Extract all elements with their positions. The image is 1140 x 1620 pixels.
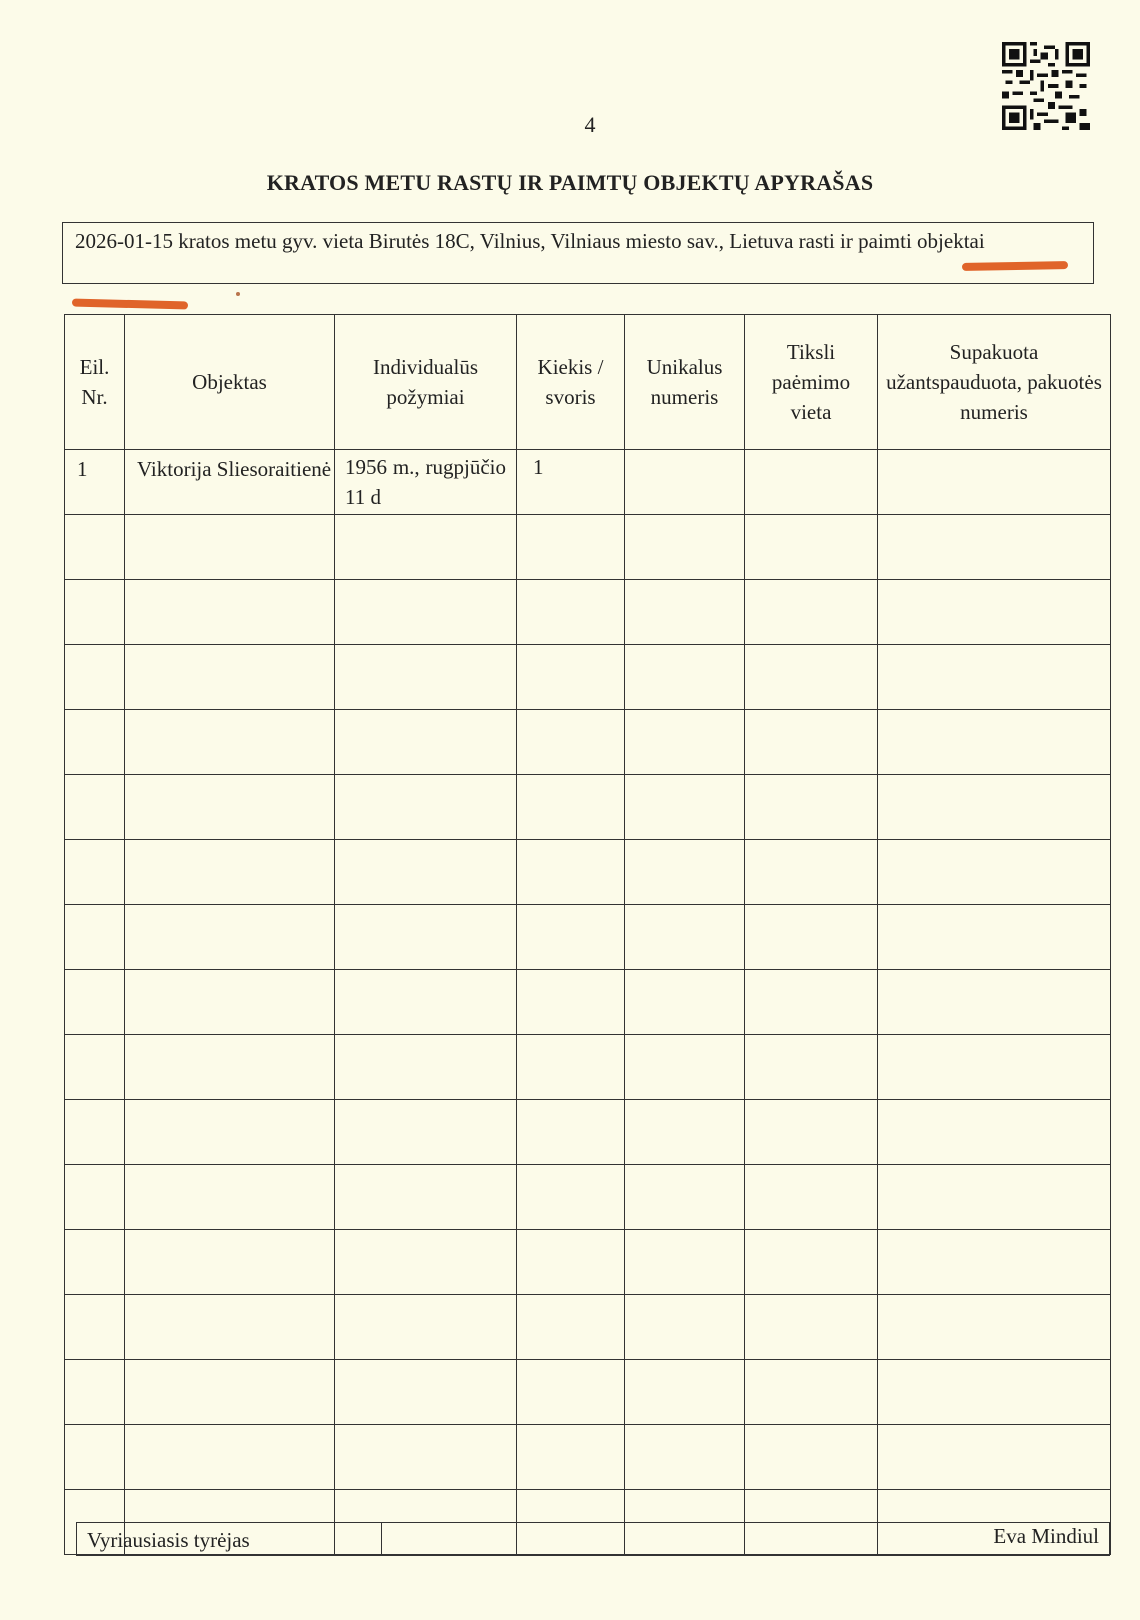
row-number-cell [65,1100,125,1165]
table-row [65,1100,1111,1165]
table-header-row [65,315,1111,450]
table-row [65,1425,1111,1490]
quantity-cell [517,645,625,710]
table-row [65,645,1111,710]
table-row [65,710,1111,775]
packaging-cell [878,515,1111,580]
features-cell [335,905,517,970]
row-number-cell [65,970,125,1035]
seizure-location-cell [745,775,878,840]
column-header-unique-number: Unikalus numeris [625,315,745,450]
unique-number-cell [625,1165,745,1230]
highlight-mark [72,298,188,309]
row-number-cell [65,710,125,775]
seizure-location-cell [745,1100,878,1165]
features-cell [335,775,517,840]
unique-number-cell [625,1100,745,1165]
column-header-row-number: Eil. Nr. [65,315,125,450]
row-number-cell [65,905,125,970]
quantity-cell [517,1425,625,1490]
quantity-cell [517,1100,625,1165]
signature-role: Vyriausiasis tyrėjas [87,1528,250,1552]
unique-number-cell [625,645,745,710]
search-context-text: 2026-01-15 kratos metu gyv. vieta Birutės 18C, Vilnius, Vilniaus miesto sav., Lietuva rasti ir paimti objektai [75,229,985,253]
quantity-cell [517,970,625,1035]
features-cell [335,515,517,580]
object-cell: Viktorija Sliesoraitienė [125,450,335,515]
qr-code-icon [1002,42,1090,130]
features-cell [335,1165,517,1230]
object-cell [125,515,335,580]
unique-number-cell [625,1360,745,1425]
quantity-cell [517,1360,625,1425]
seizure-location-cell [745,645,878,710]
object-cell [125,1100,335,1165]
seizure-location-cell [745,710,878,775]
table-row [65,580,1111,645]
unique-number-cell [625,1230,745,1295]
inventory-table [64,314,1111,1555]
table-row [65,450,1111,515]
features-cell [335,1100,517,1165]
seizure-location-cell [745,1035,878,1100]
seizure-location-cell [745,1295,878,1360]
table-row [65,775,1111,840]
features-cell [335,1295,517,1360]
features-cell [335,580,517,645]
row-number-cell [65,1165,125,1230]
row-number-cell [65,515,125,580]
table-row [65,840,1111,905]
packaging-cell [878,775,1111,840]
row-number-cell [65,1230,125,1295]
table-row [65,970,1111,1035]
packaging-cell [878,1100,1111,1165]
object-cell [125,840,335,905]
packaging-cell [878,905,1111,970]
seizure-location-cell [745,905,878,970]
quantity-cell [517,580,625,645]
table-row [65,1165,1111,1230]
quantity-cell [517,840,625,905]
unique-number-cell [625,775,745,840]
search-context-box [62,222,1094,284]
packaging-cell [878,1425,1111,1490]
unique-number-cell [625,1295,745,1360]
packaging-cell [878,1230,1111,1295]
row-number-cell [65,1295,125,1360]
object-cell [125,1230,335,1295]
quantity-cell [517,1230,625,1295]
seizure-location-cell [745,580,878,645]
quantity-cell [517,1165,625,1230]
row-number-cell [65,775,125,840]
row-number-cell [65,580,125,645]
object-cell [125,1425,335,1490]
seizure-location-cell [745,1360,878,1425]
page-number: 4 [584,112,596,137]
quantity-cell [517,1035,625,1100]
packaging-cell [878,1295,1111,1360]
ink-dot [236,292,240,296]
object-cell [125,1165,335,1230]
column-header-object: Objektas [125,315,335,450]
unique-number-cell [625,970,745,1035]
features-cell: 1956 m., rugpjūčio 11 d [335,450,517,515]
object-cell [125,580,335,645]
table-row [65,1035,1111,1100]
features-cell [335,1230,517,1295]
row-number-cell [65,840,125,905]
seizure-location-cell [745,840,878,905]
packaging-cell [878,970,1111,1035]
seizure-location-cell [745,515,878,580]
packaging-cell [878,1035,1111,1100]
unique-number-cell [625,905,745,970]
features-cell [335,710,517,775]
features-cell [335,645,517,710]
quantity-cell [517,515,625,580]
quantity-cell [517,710,625,775]
row-number-cell [65,1035,125,1100]
features-cell [335,1360,517,1425]
table-row [65,1360,1111,1425]
packaging-cell [878,1165,1111,1230]
signature-bar [76,1522,1110,1556]
object-cell [125,1360,335,1425]
seizure-location-cell [745,970,878,1035]
quantity-cell [517,775,625,840]
row-number-cell [65,1360,125,1425]
packaging-cell [878,1360,1111,1425]
packaging-cell [878,580,1111,645]
unique-number-cell [625,710,745,775]
quantity-cell: 1 [517,450,625,515]
object-cell [125,775,335,840]
packaging-cell [878,450,1111,515]
object-cell [125,645,335,710]
table-row [65,905,1111,970]
seizure-location-cell [745,1425,878,1490]
unique-number-cell [625,840,745,905]
signature-divider [381,1523,382,1555]
quantity-cell [517,1295,625,1360]
column-header-quantity: Kiekis / svoris [517,315,625,450]
column-header-features: Individualūs požymiai [335,315,517,450]
table-row [65,515,1111,580]
object-cell [125,1035,335,1100]
unique-number-cell [625,580,745,645]
table-row [65,1230,1111,1295]
features-cell [335,840,517,905]
object-cell [125,1295,335,1360]
seizure-location-cell [745,1165,878,1230]
unique-number-cell [625,1035,745,1100]
table-row [65,1295,1111,1360]
unique-number-cell [625,450,745,515]
quantity-cell [517,905,625,970]
packaging-cell [878,710,1111,775]
features-cell [335,970,517,1035]
packaging-cell [878,840,1111,905]
column-header-packaging: Supakuota užantspauduota, pakuotės numeris [878,315,1111,450]
unique-number-cell [625,1425,745,1490]
object-cell [125,970,335,1035]
document-title: KRATOS METU RASTŲ IR PAIMTŲ OBJEKTŲ APYRAŠAS [266,170,874,195]
seizure-location-cell [745,1230,878,1295]
unique-number-cell [625,515,745,580]
row-number-cell [65,645,125,710]
object-cell [125,710,335,775]
column-header-seizure-location: Tiksli paėmimo vieta [745,315,878,450]
seizure-location-cell [745,450,878,515]
object-cell [125,905,335,970]
packaging-cell [878,645,1111,710]
row-number-cell [65,1425,125,1490]
row-number-cell: 1 [65,450,125,515]
features-cell [335,1035,517,1100]
features-cell [335,1425,517,1490]
signature-name: Eva Mindiul [993,1524,1099,1548]
